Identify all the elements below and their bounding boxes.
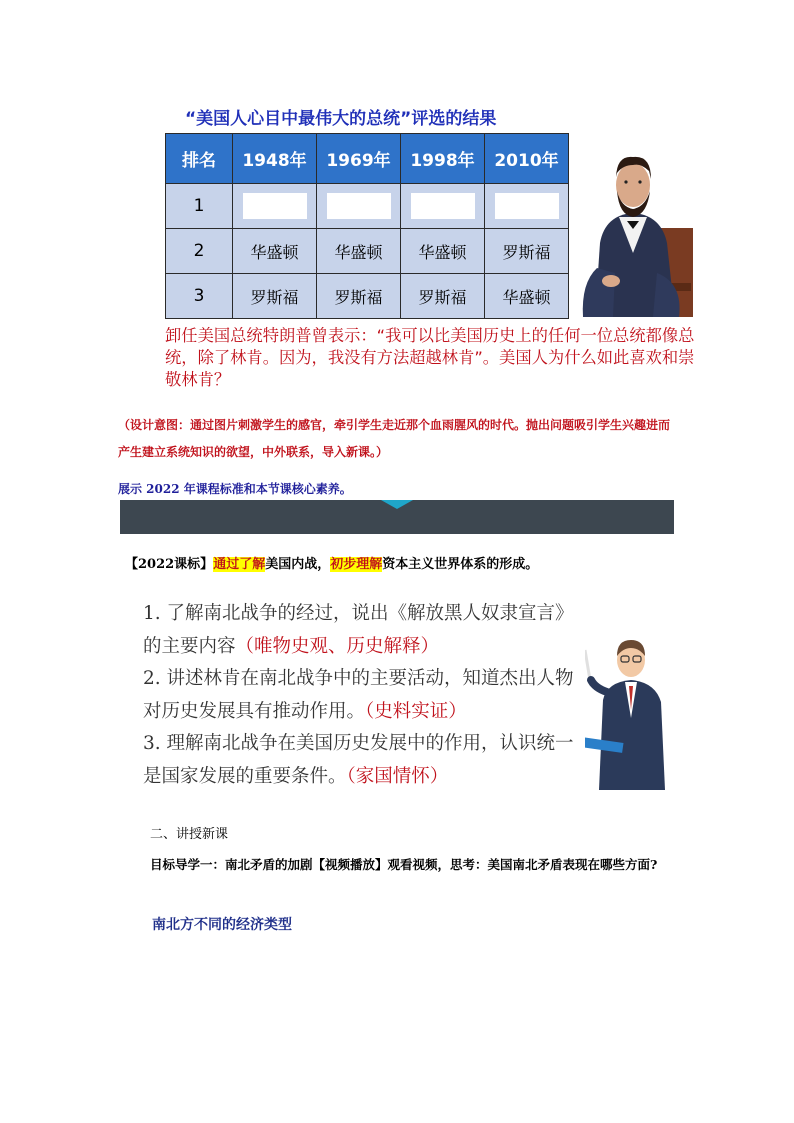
objective-text: 2. 讲述林肯在南北战争中的主要活动，知道杰出人物对历史发展具有推动作用。 [143,668,574,722]
table-header-row [166,134,569,184]
table-row [166,229,569,274]
curriculum-standard [125,553,538,572]
banner-notch-icon [381,500,413,509]
objective-item [143,663,583,728]
teacher-illustration-image [585,630,677,790]
table-cell: 2 [166,229,233,274]
table-cell: 华盛顿 [317,229,401,274]
curriculum-label: 【2022课标】 [125,557,214,572]
objective-literacy: （史料实证） [365,700,467,722]
highlight-text: 初步理解 [330,557,383,572]
table-header: 2010年 [485,134,569,184]
table-header: 1998年 [401,134,485,184]
slide-title: “美国人心目中最伟大的总统”评选的结果 [185,109,497,129]
table-cell: 罗斯福 [317,274,401,319]
table-cell: 罗斯福 [401,274,485,319]
ranking-table [165,133,569,319]
objective-text: 1. 了解南北战争的经过，说出《解放黑人奴隶宣言》的主要内容 [143,603,574,657]
table-cell: 3 [166,274,233,319]
table-cell: 罗斯福 [485,229,569,274]
standards-intro-line: 展示 2022 年课程标准和本节课核心素养。 [118,482,352,496]
design-intent-note: （设计意图：通过图片刺激学生的感官，牵引学生走近那个血雨腥风的时代。抛出问题吸引学生兴趣进而产生建立系统知识的欲望，中外联系，导入新课。） [118,418,671,459]
guided-learning-text: 目标导学一：南北矛盾的加剧【视频播放】观看视频，思考：美国南北矛盾表现在哪些方面? [150,857,658,872]
table-cell: 华盛顿 [401,229,485,274]
objective-literacy: （唯物史观、历史解释） [235,635,440,657]
table-cell: 1 [166,184,233,229]
table-cell-blank [401,184,485,229]
section-heading: 二、讲授新课 [150,827,229,842]
table-cell: 华盛顿 [485,274,569,319]
objective-text: 3. 理解南北战争在美国历史发展中的作用，认识统一是国家发展的重要条件。 [143,733,574,787]
table-cell-blank [317,184,401,229]
table-row [166,184,569,229]
highlight-text: 通过了解 [213,557,266,572]
table-header: 1969年 [317,134,401,184]
table-row [166,274,569,319]
sub-topic-heading: 南北方不同的经济类型 [152,917,292,933]
blank-cell [243,193,307,219]
curriculum-text: 资本主义世界体系的形成。 [382,557,539,572]
blank-cell [411,193,475,219]
table-cell: 华盛顿 [233,229,317,274]
blank-cell [495,193,559,219]
table-header: 排名 [166,134,233,184]
table-cell-blank [485,184,569,229]
table-cell-blank [233,184,317,229]
objective-literacy: （家国情怀） [346,765,449,787]
table-cell: 罗斯福 [233,274,317,319]
lincoln-portrait-image [575,133,693,317]
blank-cell [327,193,391,219]
learning-objectives [143,598,583,793]
trump-quote: 卸任美国总统特朗普曾表示：“我可以比美国历史上的任何一位总统都像总统，除了林肯。因为，我没有方法超越林肯”。美国人为什么如此喜欢和崇敬林肯？ [165,326,695,389]
objective-item [143,728,583,793]
objective-item [143,598,583,663]
curriculum-text: 美国内战， [265,557,331,572]
table-header: 1948年 [233,134,317,184]
